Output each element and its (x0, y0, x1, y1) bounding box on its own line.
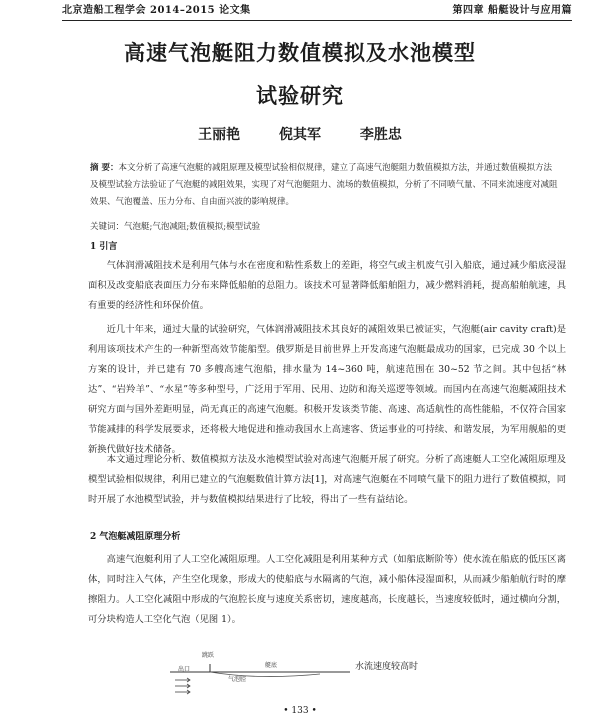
abstract-text: 本文分析了高速气泡艇的减阻原理及模型试验相似规律，建立了高速气泡艇阻力数值模拟方法，并通过数值模拟方法及模型试验方法验证了气泡艇的减阻效果，实现了对气泡艇阻力、流场的数值模拟，分析了不同喷气量、不同来流速度对减阻效果、气泡覆盖、压力分布、自由面兴波的影响规律。 (90, 163, 558, 207)
author-list (0, 124, 600, 144)
paper-title-line-2: 试验研究 (256, 83, 344, 108)
abstract-label: 摘 要： (90, 163, 119, 173)
keywords-label: 关键词： (90, 222, 125, 232)
figure-label-speed: 水流速度较高时 (355, 662, 419, 672)
cavity-outline (210, 672, 320, 677)
header-left: 北京造船工程学会 2014–2015 论文集 (62, 5, 251, 16)
abstract (90, 160, 560, 211)
figure-label-cavity: 气泡腔 (228, 676, 247, 683)
keywords-text: 气泡艇;气泡减阻;数值模拟;模型试验 (124, 222, 261, 232)
section-heading-drag-reduction: 2 气泡艇减阻原理分析 (90, 532, 181, 542)
figure-label-jump: 跳跃 (202, 652, 215, 659)
body-paragraph: 高速气泡艇利用了人工空化减阻原理。人工空化减阻是利用某种方式（如船底断阶等）使水流在船底的低压区离体，同时注入气体，产生空化现象，形成大的使船底与水隔离的气泡，减小船体浸湿面积，从而减少船舶航行时的摩擦阻力。人工空化减阻中形成的气泡腔长度与速度关系密切，速度越高，长度越长，当速度较低时，通过横向分割，可分块构造人工空化气泡（见图 1）。 (88, 554, 566, 625)
figure-label-bottom: 艇底 (265, 662, 278, 669)
section-heading-introduction: 1 引言 (90, 242, 118, 252)
page-number: • 133 • (283, 706, 317, 716)
keywords (90, 220, 560, 234)
air-cavity-sketch (170, 650, 470, 698)
header-right: 第四章 船艇设计与应用篇 (452, 5, 572, 16)
figure-label-outlet: 出口 (178, 666, 191, 673)
figure-air-cavity-diagram (170, 650, 470, 698)
paper-title-line-1: 高速气泡艇阻力数值模拟及水池模型 (124, 40, 476, 65)
author-name: 倪其军 (279, 127, 321, 143)
running-header (62, 2, 572, 21)
body-paragraph: 气体润滑减阻技术是利用气体与水在密度和粘性系数上的差距，将空气或主机废气引入船底，通过减少船底浸湿面积及改变船底表面压力分布来降低船舶的总阻力。该技术可显著降低船舶阻力，减少燃料消耗，提高船舶航速，具有重要的经济性和环保价值。 (88, 260, 566, 311)
body-paragraph: 近几十年来，通过大量的试验研究，气体润滑减阻技术其良好的减阻效果已被证实，气泡艇(air cavity craft)是利用该项技术产生的一种新型高效节能船型。俄罗斯是目前世界上开发高速气泡艇最成功的国家，已完成 30 个以上方案的设计，并已建有 70 多艘高速气泡船，排水量为 14~360 吨，航速范围在 30~52 节之间。其中包括“林达”、“岩羚羊”、“水星”等多种型号，广泛用于军用、民用、边防和海关巡逻等领域。而国内在高速气泡艇减阻技术研究方面与国外差距明显，尚无真正的高速气泡艇。积极开发该类节能、高速、高适航性的高性能船，不仅符合国家节能减排的科学发展要求，还将极大地促进和推动我国水上高速客、货运事业的可持续、和谐发展，为军用舰船的更新换代做好技术储备。 (88, 324, 566, 455)
body-paragraph: 本文通过理论分析、数值模拟方法及水池模型试验对高速气泡艇开展了研究。分析了高速艇人工空化减阻原理及模型试验相似规律，利用已建立的气泡艇数值计算方法[1]，对高速气泡艇在不同喷气量下的阻力进行了数值模拟，同时开展了水池模型试验，并与数值模拟结果进行了比较，得出了一些有益结论。 (88, 454, 567, 505)
author-name: 李胜忠 (359, 127, 402, 143)
author-name: 王丽艳 (198, 127, 241, 143)
